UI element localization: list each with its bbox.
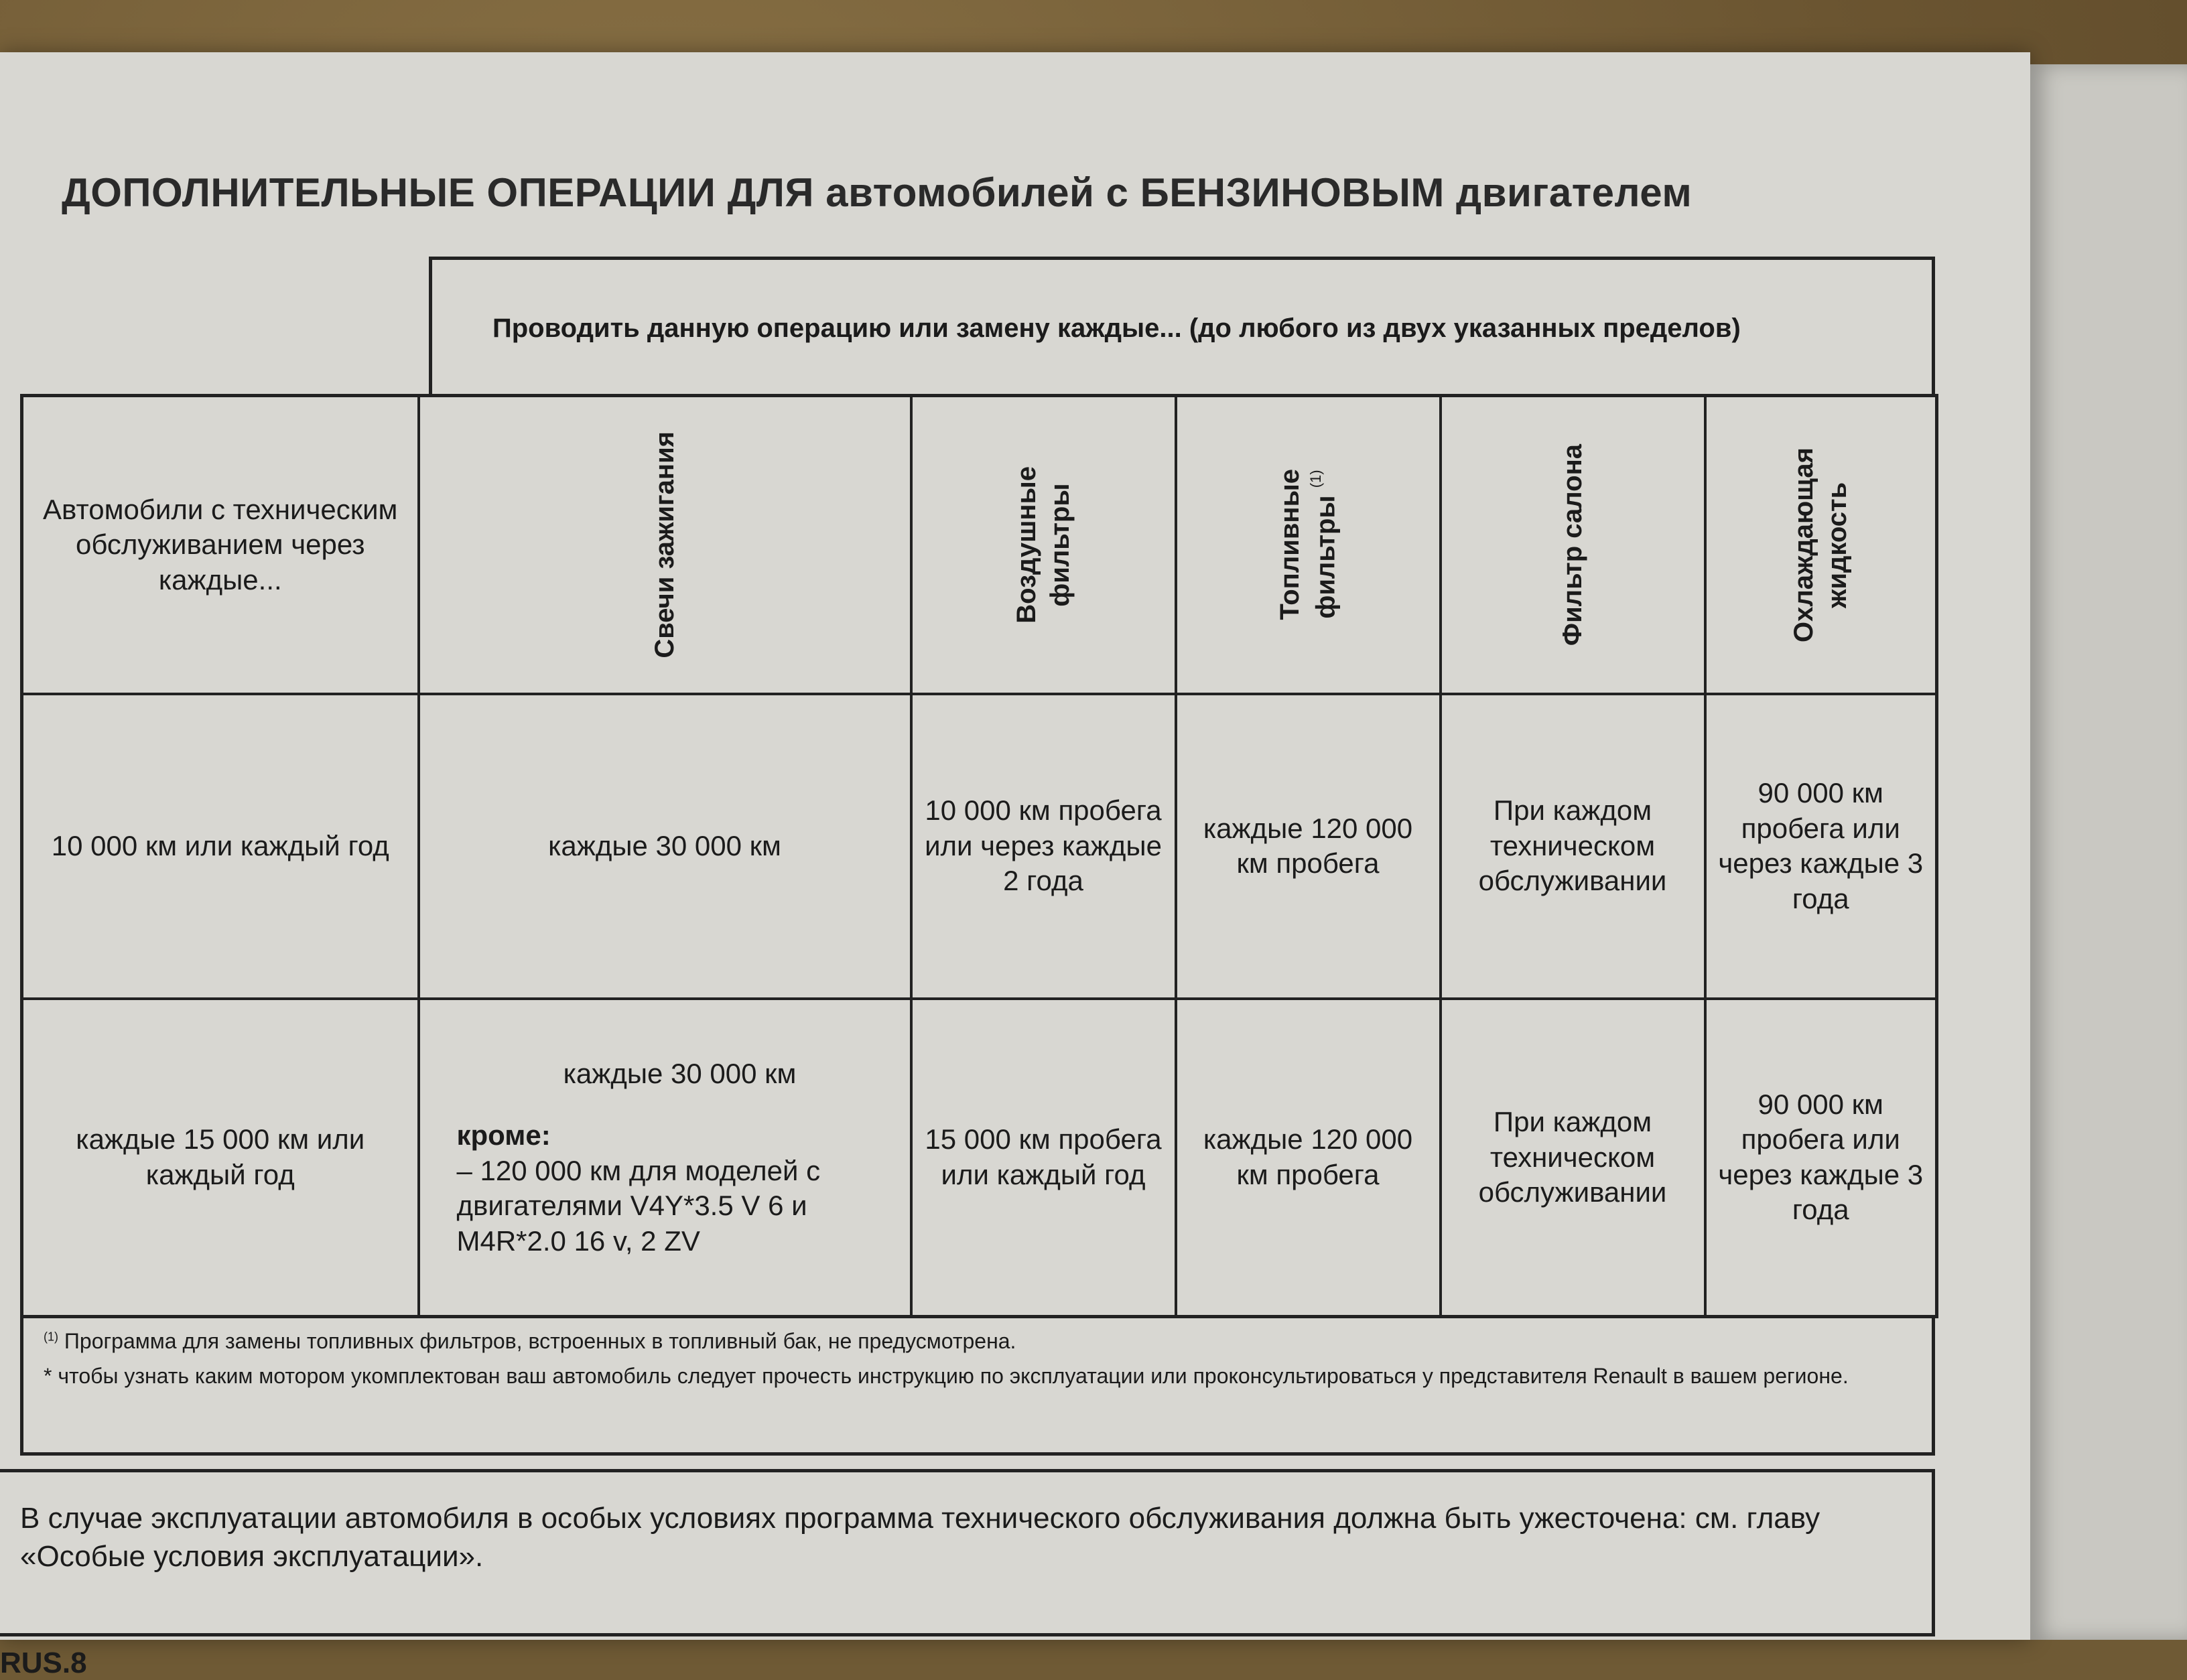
manual-page	[0, 52, 2030, 1679]
table-row	[22, 694, 1937, 999]
footnote-1-text: Программа для замены топливных фильтров, встроенных в топливный бак, не предусмотрена.	[58, 1329, 1016, 1353]
interval-header-box	[429, 257, 1935, 394]
col-header-cabin-filter-label: Фильтр салона	[1558, 443, 1587, 646]
footnotes	[20, 1315, 1935, 1456]
row1-spark-plugs: каждые 30 000 км	[419, 694, 911, 999]
col-header-fuel-filters-text: Топливные фильтры	[1275, 469, 1341, 621]
col-header-vehicles	[22, 396, 419, 694]
row2-air-filters: 15 000 км пробега или каждый год	[911, 999, 1176, 1317]
table-row	[22, 999, 1937, 1317]
col-header-fuel-filters	[1176, 396, 1441, 694]
row2-coolant: 90 000 км пробега или через каждые 3 года	[1705, 999, 1937, 1317]
col-header-air-filters	[911, 396, 1176, 694]
col-header-coolant	[1705, 396, 1937, 694]
col-header-vehicles-label: Автомобили с техническим обслуживанием через каждые...	[43, 493, 398, 596]
row1-coolant: 90 000 км пробега или через каждые 3 года	[1705, 694, 1937, 999]
title-part-2: БЕНЗИНОВЫМ	[1140, 170, 1445, 215]
title-part-1: ДОПОЛНИТЕЛЬНЫЕ ОПЕРАЦИИ ДЛЯ автомобилей с	[62, 170, 1140, 215]
col-header-cabin-filter	[1441, 396, 1705, 694]
footnote-2: * чтобы узнать каким мотором укомплектован ваш автомобиль следует прочесть инструкцию по эксплуатации или проконсультироваться у представителя Renault в вашем регионе.	[44, 1364, 1849, 1389]
row2-interval: каждые 15 000 км или каждый год	[22, 999, 419, 1317]
col-header-coolant-label: Охлаждающая жидкость	[1789, 447, 1853, 642]
page-number: RUS.8	[0, 1647, 87, 1679]
maintenance-table	[20, 394, 1938, 1318]
row1-cabin-filter: При каждом техническом обслуживании	[1441, 694, 1705, 999]
footnote-1	[44, 1328, 1912, 1354]
footnote-1-mark: (1)	[44, 1330, 58, 1344]
row1-air-filters: 10 000 км пробега или через каждые 2 года	[911, 694, 1176, 999]
row2-cabin-filter: При каждом техническом обслуживании	[1441, 999, 1705, 1317]
col-header-fuel-filters-label	[1273, 469, 1342, 620]
row2-spark-plugs-detail: – 120 000 км для моделей с двигателями V4Y*3.5 V 6 и M4R*2.0 16 v, 2 ZV	[456, 1154, 821, 1257]
page-title	[62, 169, 1692, 216]
row1-interval: 10 000 км или каждый год	[22, 694, 419, 999]
col-header-spark-plugs	[419, 396, 911, 694]
title-part-3: двигателем	[1444, 170, 1693, 215]
interval-header: Проводить данную операцию или замену каждые... (до любого из двух указанных пределов)	[492, 313, 1741, 343]
special-conditions-note: В случае эксплуатации автомобиля в особых условиях программа технического обслуживания должна быть ужесточена: см. главу «Особые условия эксплуатации».	[0, 1469, 1935, 1636]
table-header-row	[22, 396, 1937, 694]
row2-fuel-filters: каждые 120 000 км пробега	[1176, 999, 1441, 1317]
col-header-air-filters-label: Воздушные фильтры	[1012, 466, 1075, 624]
row1-fuel-filters: каждые 120 000 км пробега	[1176, 694, 1441, 999]
row2-spark-plugs-head: каждые 30 000 км	[563, 1057, 797, 1089]
row2-spark-plugs	[419, 999, 911, 1317]
facing-page	[2030, 64, 2187, 1640]
fuel-filters-footnote-mark: (1)	[1307, 470, 1325, 488]
col-header-spark-plugs-label: Свечи зажигания	[650, 431, 679, 658]
row2-spark-plugs-except: кроме:	[456, 1119, 551, 1151]
